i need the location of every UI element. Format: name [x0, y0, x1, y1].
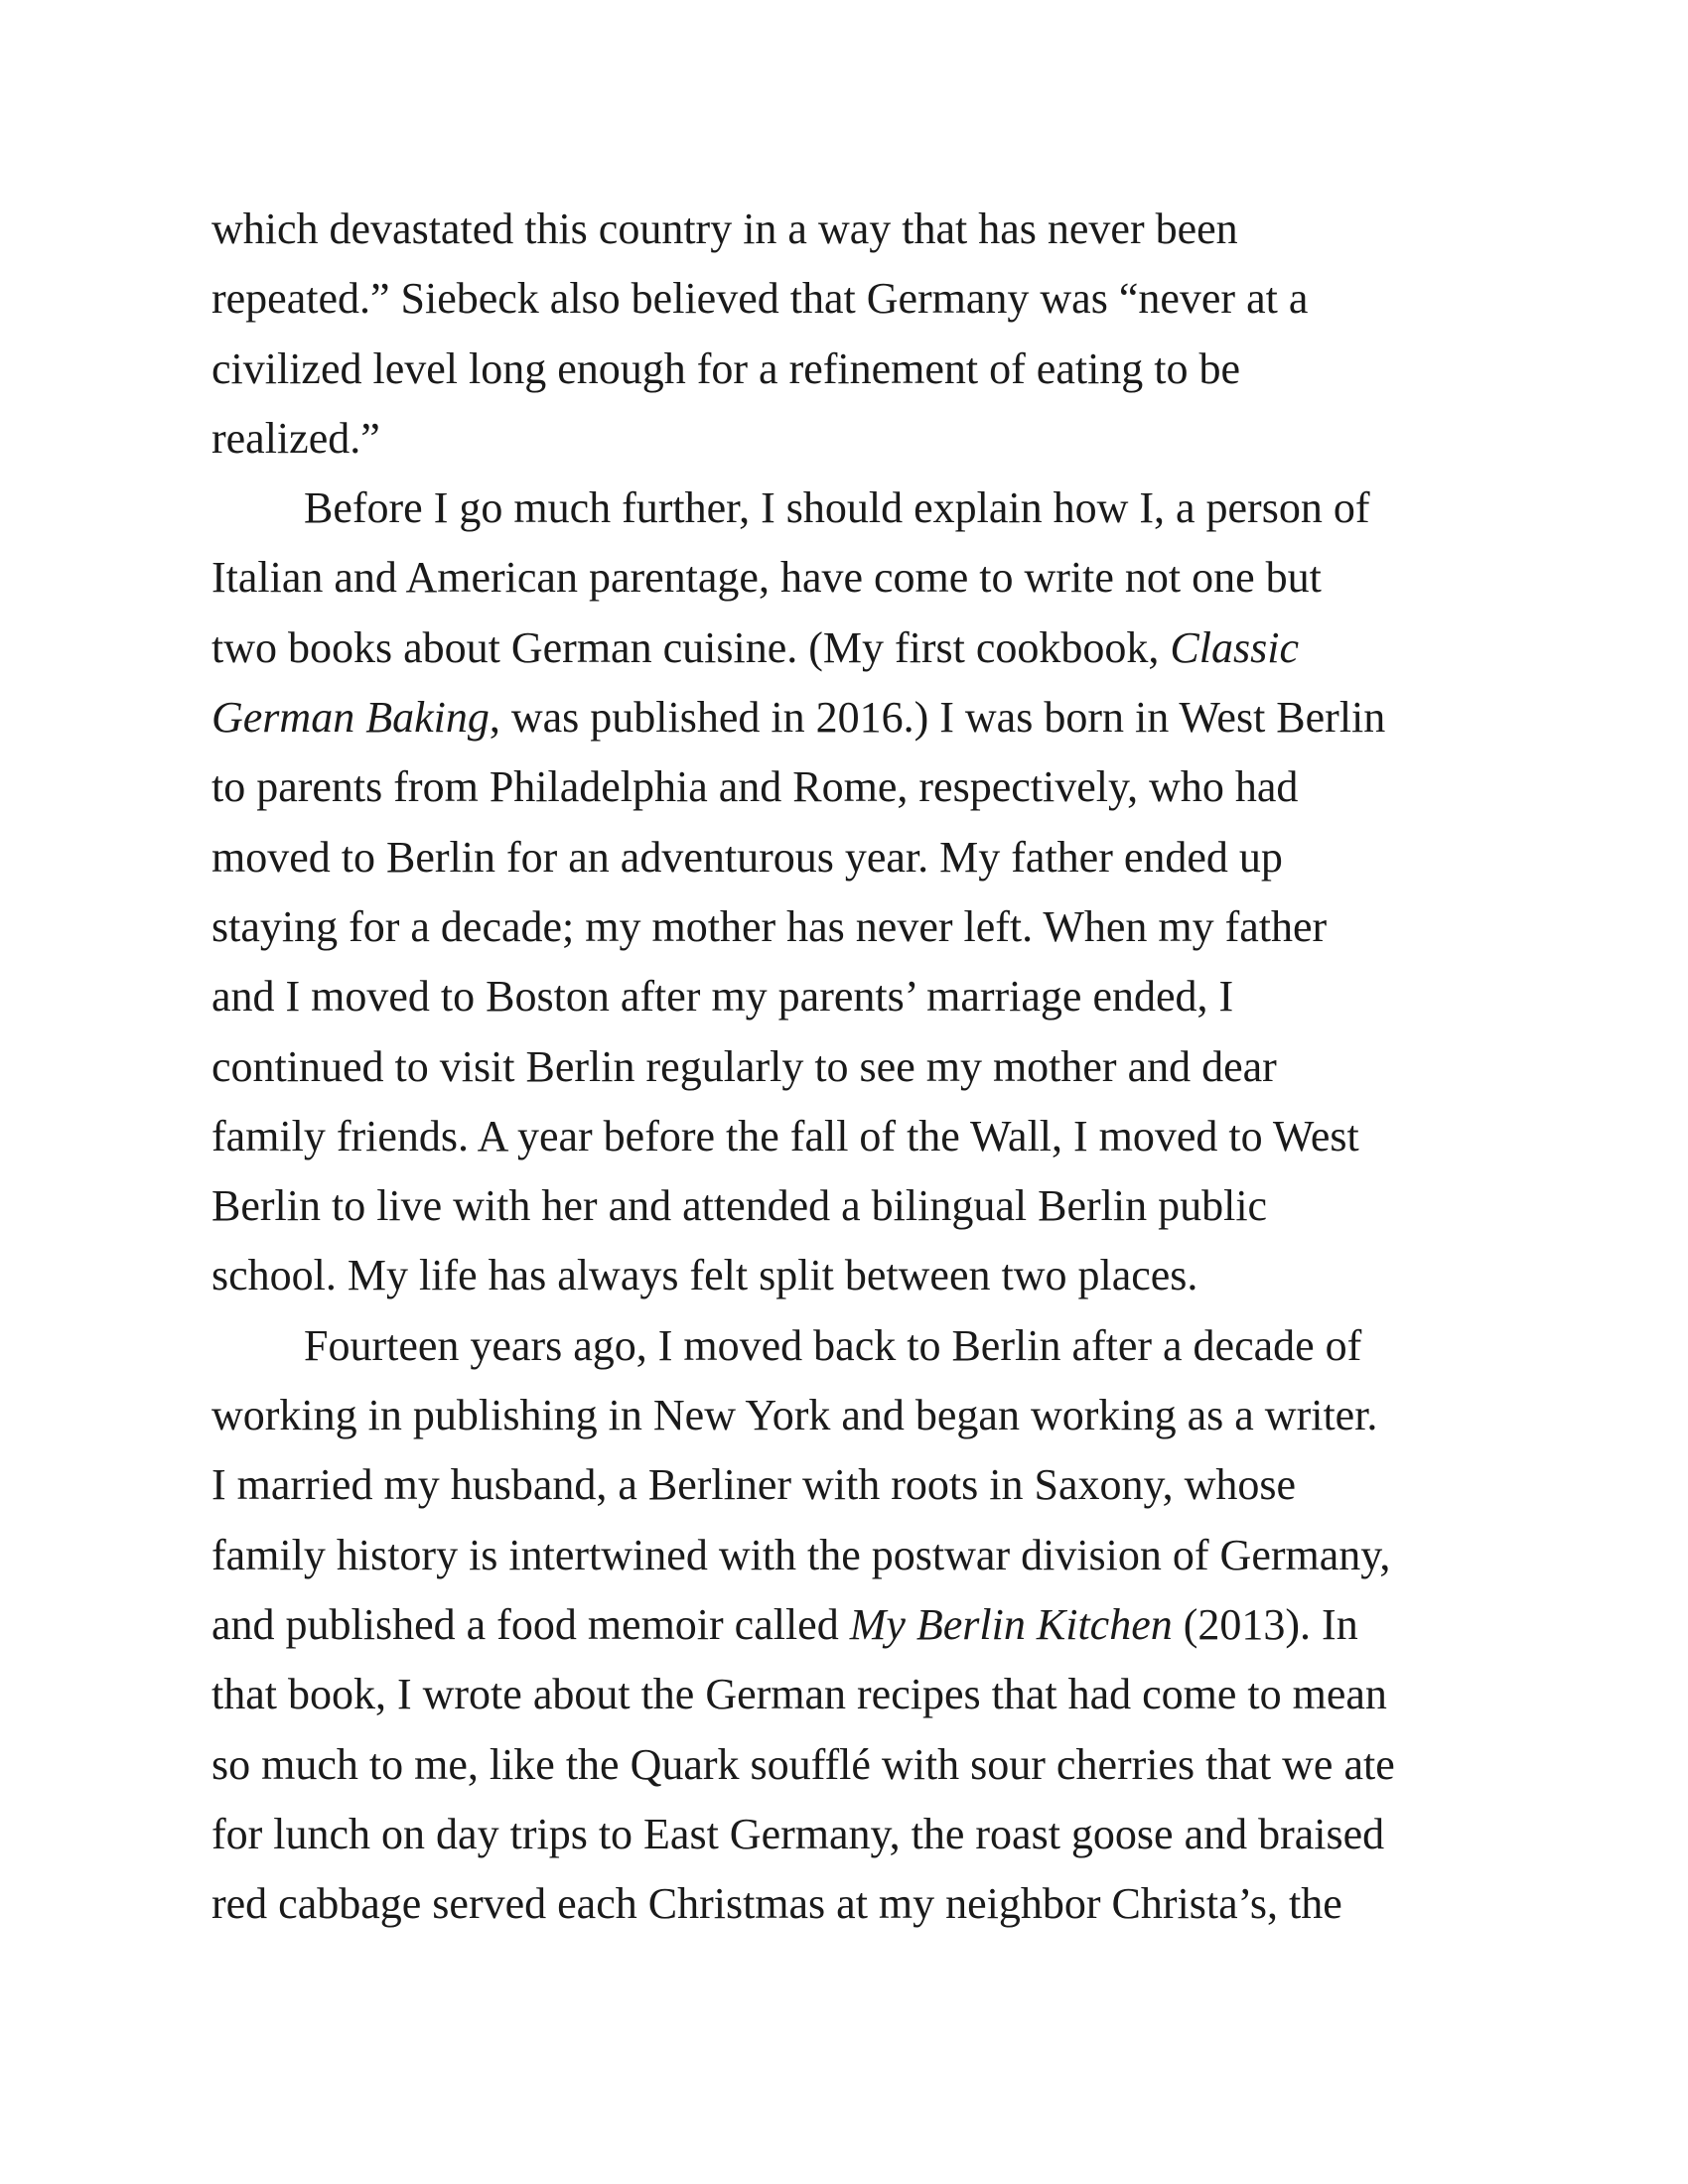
text-line [211, 1521, 1502, 1590]
line-text: family friends. A year before the fall of the Wall, I moved to West [211, 1111, 1359, 1160]
text-line [211, 1450, 1502, 1520]
text-line [211, 404, 1502, 474]
body-text [211, 195, 1502, 1939]
line-text: repeated.” Siebeck also believed that Germany was “never at a [211, 274, 1309, 324]
line-text: so much to me, like the Quark soufflé with sour cherries that we ate [211, 1739, 1395, 1789]
text-line [211, 1660, 1502, 1729]
line-text: school. My life has always felt split between two places. [211, 1251, 1198, 1300]
line-text: to parents from Philadelphia and Rome, respectively, who had [211, 762, 1299, 812]
line-text: Italian and American parentage, have come to write not one but [211, 553, 1322, 603]
line-text: I married my husband, a Berliner with roots in Saxony, whose [211, 1460, 1297, 1510]
text-line [211, 823, 1502, 892]
text-line [211, 1102, 1502, 1171]
line-text: red cabbage served each Christmas at my neighbor Christa’s, the [211, 1879, 1342, 1929]
italic-title-text: My Berlin Kitchen [849, 1599, 1173, 1649]
text-line [211, 752, 1502, 822]
line-text: , was published in 2016.) I was born in West Berlin [489, 693, 1386, 743]
line-text: family history is intertwined with the postwar division of Germany, [211, 1530, 1391, 1579]
text-line [211, 1381, 1502, 1450]
text-line [211, 1311, 1502, 1381]
text-line [211, 1590, 1502, 1660]
line-text: for lunch on day trips to East Germany, the roast goose and braised [211, 1809, 1385, 1858]
line-text: realized.” [211, 413, 380, 463]
line-text: Fourteen years ago, I moved back to Berlin after a decade of [304, 1320, 1362, 1370]
line-text: working in publishing in New York and began working as a writer. [211, 1391, 1378, 1440]
italic-title-text: German Baking [211, 693, 490, 743]
text-line [211, 1730, 1502, 1800]
line-text: moved to Berlin for an adventurous year. My father ended up [211, 832, 1283, 882]
line-text: staying for a decade; my mother has never left. When my father [211, 901, 1328, 951]
text-line [211, 1869, 1502, 1939]
text-line [211, 195, 1502, 264]
text-line [211, 1241, 1502, 1310]
text-line [211, 614, 1502, 683]
line-text: Berlin to live with her and attended a bilingual Berlin public [211, 1181, 1268, 1231]
text-line [211, 892, 1502, 962]
line-text: and published a food memoir called [211, 1599, 850, 1649]
line-text: two books about German cuisine. (My first cookbook, [211, 622, 1171, 672]
line-text: which devastated this country in a way that has never been [211, 205, 1238, 253]
text-line [211, 962, 1502, 1031]
line-text: that book, I wrote about the German recipes that had come to mean [211, 1670, 1387, 1719]
text-line [211, 683, 1502, 752]
text-line [211, 1171, 1502, 1241]
italic-title-text: Classic [1170, 622, 1299, 672]
text-line [211, 264, 1502, 334]
text-line [211, 543, 1502, 613]
text-line [211, 335, 1502, 404]
line-text: civilized level long enough for a refinement of eating to be [211, 343, 1241, 393]
line-text: (2013). In [1172, 1599, 1358, 1649]
line-text: continued to visit Berlin regularly to see my mother and dear [211, 1041, 1277, 1091]
text-line [211, 1032, 1502, 1102]
text-line [211, 474, 1502, 543]
text-line [211, 1800, 1502, 1869]
line-text: Before I go much further, I should explain how I, a person of [304, 483, 1370, 533]
line-text: and I moved to Boston after my parents’ marriage ended, I [211, 972, 1234, 1022]
